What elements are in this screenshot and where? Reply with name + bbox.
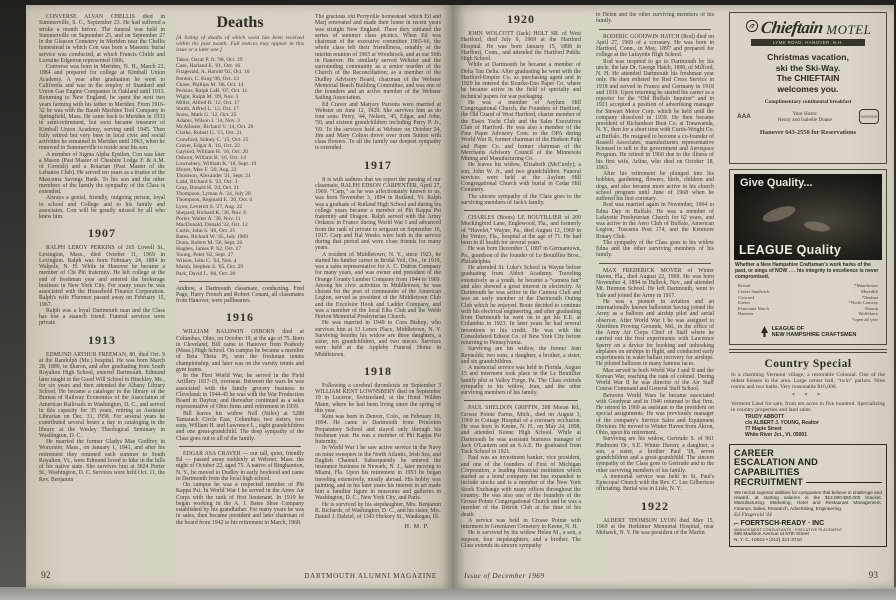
league-town: Wolfeboro xyxy=(858,311,878,317)
death-entry: Park, David L. '66, Oct. 20 xyxy=(176,270,236,277)
ad-league-of-nh-craftsmen xyxy=(729,169,887,345)
death-entry: Marsh, Stephen S. '65, Oct. 29 xyxy=(176,264,244,271)
death-entry: Bates, Richard W. '45, July 1969 xyxy=(176,234,248,240)
firm-address-line2: N. Y. C. 10022 • (212) 421-3710 xyxy=(734,537,802,543)
page-93 xyxy=(452,5,894,589)
career-title-line-text: CAPABILITIES xyxy=(734,467,800,478)
hosts-names: Henry and Isabelle Doane xyxy=(777,116,832,123)
obituary-paragraph: He was born December 3, 1897 in Germantown, Pa., grandson of the founder of Le Boutillier Bros., Philadelphia. xyxy=(461,246,581,265)
year-header-1907: 1907 xyxy=(88,226,116,241)
divider-rule xyxy=(464,210,578,211)
death-entry: Tabor, Oscar P. Jr. '98, Oct. 29 xyxy=(176,57,243,64)
death-entry: Thompson, Reginald E. '26, Oct. 6 xyxy=(176,197,253,204)
chieftain-brand-script: Chieftain xyxy=(759,18,824,37)
career-ad-signature: Ed Fitzgerald '44 xyxy=(734,512,772,519)
issue-footer: Issue of December 1969 xyxy=(464,571,545,580)
league-headline: LEAGUE Quality xyxy=(739,243,842,257)
obituary-paragraph: Kent was born in Denver, Colo., on February 19, 1894. He came to Dartmouth from Princeton Preparatory School and stayed only through his freshman year. He was a member of Phi Kappa Psi fraternity. xyxy=(315,414,441,445)
obituary-paragraph: A memorial service was held in Florida, August 15 and interment took place in the Le Boutillier family plot at Valley Forge, Pa. The Class extends sympathy to his widow, Jean, and the other surviving members of his family. xyxy=(461,365,581,396)
league-org-line1: LEAGUE OF xyxy=(771,325,805,332)
firm-logo-icon: ⌐ xyxy=(734,519,739,529)
league-town: Concord xyxy=(738,294,754,300)
obituary-le-boutillier xyxy=(461,215,581,396)
superior-motel-badge-icon: SUPERIOR xyxy=(859,109,879,124)
career-title-last-row xyxy=(734,478,882,488)
firm-address xyxy=(734,532,882,543)
death-entry: Lyon, Leverett S. '27, Aug. 22 xyxy=(176,203,243,210)
chieftain-headline xyxy=(735,52,881,94)
obituary-paragraph: MAX FREDERICK MOYER of Winter Haven, Fla., died August 22, 1969. He was born November 4, 1894 in Halleck, Nev., and attended Mt. Hermon School. He left Dartmouth, went to Yale and joined the Army in 1917. xyxy=(596,267,714,299)
obituary-hatch xyxy=(596,34,714,259)
death-entry: Benton, C. King '06, Oct. 13 xyxy=(176,75,239,82)
death-entry: Thomson, Alexander '21, Sept. 21 xyxy=(176,173,251,180)
death-entry: Thompson, Lyman A. '24, July 20 xyxy=(176,191,251,198)
obituary-paragraph: Converse was born in Meriden, N. H., March 22, 1884 and prepared for college at Kimball Union Academy. A year after graduation he went to California and was in the employ of Standard and Union Gas Engine Companies in Oakland until 1913. Returning to New England, he spent the next two years farming with his father in Meriden. From 1916-32 he was with the Baush Machine Tool Company in Springfield, Mass. He came back to Meriden in 1933 in semi-retirement, but soon became treasurer of Kimball Union Academy, serving until 1945. Then fully retired but very busy in local civic and social activities he remained in Meriden until 1963, when he removed to Summerville to reside near his son. xyxy=(39,64,165,152)
league-org-name xyxy=(772,326,857,338)
career-title-last: RECRUITMENT xyxy=(734,477,804,488)
chieftain-headline-line: welcomes you. xyxy=(777,83,839,94)
career-title-line-text: ESCALATION AND xyxy=(734,457,818,468)
league-town: Bristol xyxy=(738,283,751,289)
divider-rule xyxy=(179,281,301,282)
death-entry: Perkins, Ralph LaR. '07, Oct. 11 xyxy=(176,87,248,94)
obituary-paragraph: Between World Wars he became associated with Goodyear and in 1946 returned to that firm. He retired in 1960 as assistant to the president on special assignments. He was previously manager of the company's Service Sales and Equipment Division. He moved to Winter Haven from Akron, Ohio, upon his retirement. xyxy=(596,392,714,436)
chieftain-breakfast-note: Complimentary continental breakfast xyxy=(764,99,852,106)
obituary-griffin-continued: to Helen and the other surviving members of his family. xyxy=(596,12,714,25)
league-town: *Manchester xyxy=(854,283,878,289)
obituary-paragraph: A member of Sigma Alpha Epsilon, Con was later a Mason (Past Master of Cheshire Lodge F. & A.M. of Cornish) and a Rotarian (Past Master of the Lebanon Club). He served ten years as a trustee of the Mascoma Savings Bank. To his son and the other members of the family the sympathy of the Class is extended. xyxy=(39,151,165,195)
obituary-paragraph: Max served in both World War I and II and the Korean War, reaching the rank of colonel. During World War II he was director of the Air Staff Course Command and General Staff School. xyxy=(596,367,714,393)
death-entry: Moyer, Max F. '20, Aug. 22 xyxy=(176,166,237,173)
obituary-paragraph: Always a genial, friendly, outgoing person, loyal to school and College and to his family and associates, Con will be greatly missed by all who knew him. xyxy=(39,195,165,220)
league-towns xyxy=(734,282,882,322)
chieftain-hosts-row xyxy=(735,109,881,124)
league-town: Franconia Notch xyxy=(738,305,769,311)
obituary-chellis xyxy=(39,14,165,220)
league-town: Center Sandwich xyxy=(738,288,770,294)
obituary-paragraph: Surviving are his widow, Gertrude S. of 961 Piedmont Dr., S.E. Winter Haven; a daughter, a son, a sister, a brother Paul '18, seven grandchildren and a great-grandchild. The sincere sympathy of the Class goes to Gertrude and to the other surviving members of his family. xyxy=(596,436,714,474)
title-rule xyxy=(806,482,882,483)
death-entry: Case, Harland E. '01, Oct. 16 xyxy=(176,63,241,70)
ad-career-recruitment xyxy=(729,444,887,548)
contact-city: White River Jct., Vt. 05001 xyxy=(745,431,807,438)
left-column-2 xyxy=(176,14,304,565)
chieftain-headline-line: ski the Ski-Way. xyxy=(775,62,841,73)
obituary-paragraph: He was a pioneer in aviation and an internationally known balloonist having joined the Army as a balloon and airship pilot and aerial observer. After World War I he was assigned to Aberdeen Proving Grounds, Md., in the office of the Army Air Corps Chief of Staff where he carried out the first experiments with Lawrence Sperry on a device for hooking and unhooking airplanes on airships in flight, and conducted early experiments in water ballast recovery for airships. He piloted balloons in many famous races. xyxy=(596,298,714,368)
chieftain-head-icon xyxy=(745,19,759,38)
death-entry: Wilson, John C. '64, Nov. 4 xyxy=(176,258,237,265)
divider-rule xyxy=(464,400,578,401)
obituary-paragraph: The sincere sympathy of the Class goes to the surviving members of Jack's family. xyxy=(461,193,581,206)
chieftain-logo-row xyxy=(735,18,881,38)
career-ad-title xyxy=(734,449,882,488)
obituary-moyer xyxy=(596,268,714,493)
contact-street: 77 Maple Street xyxy=(745,425,782,432)
year-header-1918: 1918 xyxy=(364,363,392,378)
double-rule xyxy=(729,349,887,353)
obituary-paragraph: He is survived by his widow Helen M., a son, a stepson, four stepdaughters, and a brother. The Class extends its sincere sympathy xyxy=(461,530,581,549)
aaa-emblem: AAA xyxy=(737,113,751,121)
author-initials: H. M. P. xyxy=(404,523,429,531)
year-header-1920: 1920 xyxy=(507,12,535,26)
league-towns-right xyxy=(849,283,878,322)
year-header-1913: 1913 xyxy=(88,332,116,347)
death-entry: Gray, Donald H. '24, Oct. 21 xyxy=(176,185,240,192)
obituary-paragraph: He leaves his widow, Elizabeth (McCurdy); a son, John W. Jr., and two grandchildren. Funeral services were held at the Asylum Hill Congregational Church with burial in Cedar Hill Cemetery. xyxy=(461,162,581,194)
death-entry: Chase, Phillips M. '06, Oct. 14 xyxy=(176,81,244,88)
death-entry: Craver, Edgar A. '16, Oct. 22 xyxy=(176,142,240,149)
obituary-paragraph: ALBERT THOMSON LYON died May 15, 1969 at the Herkimer Memorial Hospital, near Mohawk, N. Y. He was president of the Martin xyxy=(596,517,714,536)
career-title-line xyxy=(734,449,882,478)
league-logo-row xyxy=(734,326,882,338)
league-craft-photo xyxy=(734,174,882,260)
left-column-1 xyxy=(39,14,165,565)
obituary-paragraph: It is with sadness that we report the passing of our classmate, RALPH EDSON CARPENTER, April 27, 1969. “Carp,” as he was affectionately known to us, was born November 3, 1894 in Rutland, Vt. Ralph was a graduate of Rutland High School and during his college years became a member of Phi Kappa Psi fraternity and Dragon. Ralph served with the Army Ordance in France during World War I and advanced from the rank of private to sergeant on September 16, 1917. Carp and Hal Weeks were both in the service during that period and were close friends for many years. xyxy=(315,176,441,252)
obituary-paragraph: EDGAR ASA CRAVER — our tall, quiet, friendly Ed — passed away suddenly at Webster, Mass. the night of October 22, aged 75. A native of Binghamton, N. Y., he moved to Dudley in early boyhood and came to Dartmouth from the local high school. xyxy=(176,450,304,482)
death-entry: MacDonald, Donald '32, Oct. 12 xyxy=(176,221,248,228)
divider-rule xyxy=(179,446,301,447)
obituary-paragraph: Rod was married again in November, 1964 to Edna Day in Buffalo. He was a member of Lafayette Presbyterian Church for 62 years, and was active in the Aero Club of Buffalo, American Legion, Tuscania Post 174, and the Kenmore Rotary Club. xyxy=(596,202,714,240)
obituary-paragraph: Surviving are his widow, the former Jean Reynolds; two sons, a daughter, a brother, a sister, and six grandchildren. xyxy=(461,346,581,365)
realtor-contact xyxy=(731,415,885,439)
obituary-perkins xyxy=(39,245,165,326)
right-column-2 xyxy=(596,12,714,567)
year-header-1916: 1916 xyxy=(226,310,254,325)
league-tagline: Whether a New Hampshire Craftsman's work harks of the past, or sings of NOW . . . his integrity to excellence is never compromised. xyxy=(735,262,879,280)
obituary-paragraph: Bill leaves his widow Nell (Stiles) at 5288 Tamarack Circle East, Columbus; two sisters, two sons, William H. and Lawrence L., eight grandchildren and one great-grandchild. The deep sympathy of the Class goes out to all of the family. xyxy=(176,410,304,442)
obituary-paragraph: A resident of Middletown, N. Y., since 1923, he started his lumber career in Bridal Veil, Ore., in 1919, was a sales representative for A. C. Dutton Company for many years, and was owner and president of the Orange County Lumber Company from 1944 to 1969. Among his civic activities in Middletown, he was chosen for the post of commander of the American Legion, served as president of the Middletown Club and the Excelsior Hook and Ladder Company, and was a member of the local Elks Club and the Webb Horton Memorial Presbyterian Church. xyxy=(315,251,441,320)
ad-country-special xyxy=(729,357,887,440)
contact-company: c/o ALBERT J. YOUNG, Realtor xyxy=(745,419,819,426)
contact-name: TRUDY ABBOTT xyxy=(745,414,785,421)
craftsman-hands-image xyxy=(761,203,797,225)
career-title-line-text: CAREER xyxy=(734,447,774,458)
league-town: *Nashua xyxy=(861,294,878,300)
ad-chieftain-motel xyxy=(729,12,887,164)
death-entry: McAllaster, Richard V. '14, Oct. 26 xyxy=(176,124,254,131)
league-town: *open all year xyxy=(851,316,878,322)
death-entry: Hughes, James P. '62, Oct. 17 xyxy=(176,246,242,253)
firm-address-line1: 595 Madison Avenue at 57th Street xyxy=(734,532,809,538)
death-entry: Porter, Walter A. '30, Nov. 11 xyxy=(176,215,241,222)
obituary-freeman-continued: Andrew, a Dartmouth classmate, conducting. Fred Page, Harry French and Robert Conant, all classmates from Hanover, were pallbearers. xyxy=(176,285,304,305)
craftsman-hands-image xyxy=(803,220,830,233)
death-entry: Young, Peter '62, Sept. 27 xyxy=(176,252,234,259)
obituary-craver-continued-2: Ed Craver and Marjory Parsons were married at Webster on June 12, 1920. She survives him as do four sons: Perry, '44, Nelson, '45, Edgar, and John, '50, and sixteen grandchildren including Perry P. Jr., '69. To the services held at Webster on October 24, Jim and Mary Colton drove over from Sutton with class flowers. To all the family our deepest sympathy is extended. xyxy=(315,101,441,152)
obituary-paragraph: After his retirement he plunged into his hobbies, gardening, flowers, birds, children and dogs, and also became more active in his church school program until June of 1968 when he suffered his first coronary. xyxy=(596,171,714,202)
obituary-griffin xyxy=(461,405,581,549)
deaths-section-title: Deaths xyxy=(216,14,264,31)
obituary-freeman xyxy=(39,352,165,483)
stars-divider: * * * xyxy=(792,392,824,399)
obituary-paragraph: Rod was inspired to go to Dartmouth by his uncle, the late Dr. George Hatch, 1890, of Milford, N. H. He attended Dartmouth his freshman year only. He then enlisted for Red Cross Service in 1918 and served in France and Germany in 1918 and 1919. Upon returning he started his career as a reporter for the “Old Buffalo Inquirer” and in 1921 accepted a position of advertising manager for Stewart Motor Corp. which he held until the company dissolved in 1939. He then became president of Richardson Boat Co. at Tonawanda, N. Y., then for a short time with Curtis-Wright Co. at Buffalo. He resigned to become a co-founder of Russell Associates, manufacturers representative licensed to sell to the government and Aerospace Program. He retired in 1960 due to the illness of his first wife, Arline, who died on October 18, 1963. xyxy=(596,58,714,171)
death-entry: Wight, Ralph M. '09, Nov. 3 xyxy=(176,93,239,100)
advertisement-column xyxy=(729,12,887,567)
chieftain-phone: Hanover 643-2550 for Reservations xyxy=(759,129,857,137)
obituary-paragraph: In the First World War, he served in the Field Artillery 1917-19, overseas. Between the wars he was associated with the family grocery business in Cleveland; in 1944-45 he was with the War Production Board in Dayton; and thereafter continued as a sales representative of Ohio firms until retirement in 1959. xyxy=(176,373,304,411)
deaths-list xyxy=(176,57,304,276)
country-special-text: In a charming Vermont village; a restorable Colonial. One of the oldest houses in the area. Large center hall, “twin” parlors. Nine rooms and two baths. Very reasonable $16,000. xyxy=(731,372,885,391)
league-town: Exeter xyxy=(738,300,750,306)
death-entry: Shepard, Richard K. '28, Nov. 6 xyxy=(176,209,247,216)
country-special-title: Country Special xyxy=(764,358,852,370)
death-entry: Snow, Mark G. '12, Oct. 25 xyxy=(176,112,237,119)
obituary-paragraph: Paul was an investment banker, vice president, and one of the founders of First of Michigan Corporation, a leading financial institution which started as a bond company but has expanded to include stocks and is a member of the New York Stock Exchange with many offices throughout the country. He was also one of the founders of the Grosse Pointe Congregational Church and he was a member of the Detroit Club at the time of his death. xyxy=(461,455,581,518)
obituary-paragraph: EDMUND ARTHUR FREEMAN, 80, died Oct. 9 at the Randolph (Me.) hospital. He was born March 28, 1889, in Sharon, and after graduating from South Royalton High School, entered Dartmouth. Edmund later taught in the Good Will School in Hinckley, Me., for six years and then attended the Albany Library School. He became a cataloger in the library of the Bureau of Railway Economics of the Association of American Railroads in Washington, D. C., and served in this capacity for 35 years, retiring as Assistant Librarian on Dec. 31, 1958. For several years he contributed several hours a day to cataloging in the library at the Wesley Theological Seminary in Washington, D. C. xyxy=(39,351,165,439)
magazine-footer: DARTMOUTH ALUMNI MAGAZINE xyxy=(304,572,437,580)
chieftain-hosts xyxy=(778,111,832,123)
page-number-92: 92 xyxy=(41,571,51,581)
death-entry: Ladd, Richard S. '22, Oct. 3 xyxy=(176,179,238,186)
obituary-holt xyxy=(461,31,581,206)
hosts-label: Your Hosts: xyxy=(792,110,818,117)
league-towns-left xyxy=(738,283,770,322)
right-column-1 xyxy=(461,12,581,567)
death-entry: Adams, Wilson I. '14, Nov. 3 xyxy=(176,118,240,125)
obituary-paragraph: WILLIAM BALDWIN OSBORN died at Columbus, Ohio, on October 19, at the age of 75. Born in Cleveland, Bill came to Hanover from Peabody (Mass.) High School. On campus he became a member of Beta Theta Pi, won the freshman tennis championship, and later was on the varsity tennis and gym teams. xyxy=(176,329,304,373)
obituary-paragraph: While at Dartmouth he became a member of Delta Tau Delta. After graduating he went with the Hartford-Empire Co. as purchasing agent and in 1929 he entered the Rourke-Eno Paper Co. where he became active in the field of specialty and technical papers for war packaging. xyxy=(461,62,581,100)
firm-name-row xyxy=(734,519,882,528)
obituary-paragraph: RALPH LEROY PERKINS of 265 Lowell St., Lexington, Mass., died October 11, 1969 in Lexington. Ralph was born February 24, 1884 in Walpole, N. H. While in Hanover he became a member of Chi Phi fraternity. He left college at the end of freshman year and entered the brokerage business in New York City. For many years he was associated with the Household Finance Corporation. Ralph's wife Florence passed away on February 15, 1967. xyxy=(39,245,165,308)
obituary-carpenter xyxy=(315,177,441,358)
deaths-note: [A listing of deaths of which word has been received within the past month. Full notices may appear in this issue or a later one.] xyxy=(176,35,304,54)
league-town: Hanover xyxy=(738,311,754,317)
death-entry: Osborn, William B. '16, Oct. 14 xyxy=(176,154,246,161)
page-number-93: 93 xyxy=(868,571,878,581)
obituary-paragraph: On campus he was a respected member of Phi Kappa Psi. In World War I he served in the Army Air Corps with the rank of first lieutenant. In 1919 he began working in the A. J. Bates Shoe Company established by his grandfather. For many years he was in sales, then became president and later chairman of the board from 1942 to his retirement in March, 1968. xyxy=(176,482,304,526)
obituary-lyon xyxy=(596,518,714,537)
obituary-paragraph: He married the former Gladys Mae Godfrey in Worcester, Mass., on January 1, 1941, and after his retirement they returned each summer to South Royalton, Vt., were Edmund loved to hike in the hills of his native state. She survives him at 3024 Porter St., Washington, D. C. Services were held Oct. 11, the Rev. Benjamin xyxy=(39,439,165,483)
obituary-lownsbery xyxy=(315,383,441,521)
pine-tree-icon xyxy=(760,326,769,338)
obituary-paragraph: Ralph was a loyal Dartmouth man and the Class has lost a staunch friend. Funeral services were private. xyxy=(39,307,165,327)
left-column-3 xyxy=(315,14,441,565)
obituary-craver-continued: The gracious old Perryville homestead which Ed and Marj renovated and made their home in recent years was straight New England. There they initiated the series of summer class picnics. When Ed was chairman of the executive committee 1965-66, the whole class felt their friendliness, notably at the interim reunion of 1965 at Woodstock, and at our 50th in Hanover. He similarly served Webster and the surrounding community as a senior warden of the Church of the Reconciliation; as a member of the Dudley Advisory Board, chairman of the Webster Memorial Beach Building Committee, and was one of the founders and an active member of the Webster Sailing Association. xyxy=(315,14,441,102)
chieftain-headline-line: Christmas vacation, xyxy=(767,52,849,62)
obituary-paragraph: He was married in 1949 to Cora Bishop, who survives him at 13 Lenox Place, Middletown, N. Y. Surviving besides his widow are three daughters, a sister, ten grandchildren, and two nieces. Services were held at the Appleby Funeral Home in Middletown. xyxy=(315,320,441,358)
obituary-paragraph: A memorial service was held in St. Paul's Episcopal Church with the Rev. C. Lee Gilbertson officiating. Burial was in Lisle, N. Y. xyxy=(596,473,714,493)
magazine-spread xyxy=(26,5,894,589)
year-header-1922: 1922 xyxy=(641,498,669,513)
league-org-line2: NEW HAMPSHIRE CRAFTSMEN xyxy=(771,331,857,338)
obituary-paragraph: In World War I he saw active service in the Navy on mine sweepers in the North Atlantic, Irish Sea, and English Channel. Subsequently he entered the insurance business in Newark, N. J., later moving to Miami, Fla. Upon his retirement in 1953 he began traveling extensively, mostly abroad. His hobby was painting, and in his later years his interest in art made him a familiar figure in museums and galleries in Washington, D. C., New York City, and Paris. xyxy=(315,445,441,502)
obituary-paragraph: RODERIC GOODWIN HATCH (Rod) died on April 27, 1969 of a coronary. He was born in Hartford, Conn., in May, 1897 and prepared for college at the Lafayette High School. xyxy=(596,33,714,59)
league-town: Meredith xyxy=(861,288,878,294)
obituary-paragraph: CONVERSE ALVAN CHELLIS died in Summerville, S. C., September 23. He had suffered a stroke a month before. The funeral was held in Summerville on September 25, and on September 27 in the Gleason Cemetery in Meriden near the Chellis homestead in which Con was born a Masonic burial service was conducted, at which Francis Childs and Lorraine Edgerton represented 1906. xyxy=(39,14,165,64)
death-entry: Lownsbery, William K. '18, Sept. 19 xyxy=(176,160,257,167)
chieftain-address: LYME ROAD, HANOVER, N.H. xyxy=(751,39,865,46)
obituary-paragraph: He attended St. Luke's School in Wayne before graduating from Abbot Academy. Traveling extensively as a youth, he became a “camera fan” and also showed a great interest in electricity. At Dartmouth he was active in the Camera Club and was an early member of the Dartmouth Outing Club which he enjoyed. Boots decided to continue with his electrical engineering, and after graduating from Dartmouth he went on to get his E.E. at Columbia in 1923. In later years he had several inventions to his credit. He was with the Consolidated Edison Co. of New York City before returning to Pennsylvania. xyxy=(461,265,581,346)
obituary-paragraph: He is survived by his stepdaughter, Mrs. Benjamin R. Richards, of Washington, D. C., and his sister, Mrs. Daniel J. Dalziel, of 1343 Hickory St., Waukegan, Ill. xyxy=(315,501,441,520)
obituary-paragraph: CHARLES (Boots) LE BOUTILLIER of 200 Mockingbird Lane, Englewood, Fla., and formerly of “Havelet,” Wayne, Pa., died August 12, 1969 in the Venice, Fla., hospital at the age of 71. He had been in ill health for several years. xyxy=(461,215,581,246)
death-entry: Smith, Alfred L. '12, Oct. 17 xyxy=(176,106,239,113)
obituary-paragraph: The sympathy of the Class goes to his widow Edna and the other surviving members of his family. xyxy=(596,239,714,259)
obituary-craver xyxy=(176,451,304,526)
chieftain-headline-line: The CHIEFTAIN xyxy=(776,73,840,84)
page-92 xyxy=(26,5,452,589)
death-entry: Crawford, Sidney C. '15, Oct. 25 xyxy=(176,136,249,143)
obituary-paragraph: He was a member of Asylum Hill Congregational Church, the Founders of Hartford, the Old Guard of West Hartford, charter member of the Essex Yacht Club and the Sales Executives Club of Hartford. He was also a member of the Fine Paper Advisory Com. to the OPA during World War II, former chairman of the Hudson Pulp and Paper Co. and former chairman of the Merchants Advisory Council of the Minnesota Mining and Manufacturing Co. xyxy=(461,99,581,162)
death-entry: Clarke, Robert G. '15, Oct. 21 xyxy=(176,130,242,137)
league-town: *North Conway xyxy=(848,300,878,306)
league-town: Sharon xyxy=(864,305,878,311)
obituary-paragraph: A service was held in Grosse Pointe with interment in Greenlawn Cemetery in Keene, N. H. xyxy=(461,517,581,530)
obituary-paragraph: Following a cerebral thrombosis on September 3 WILLIAM KENT LOWNSBERY died on September 19 in Lucerne, Switzerland, at the Hotel Wilden Mann, where he had been living since the spring of this year. xyxy=(315,382,441,414)
death-entry: Fitzgerald, A. Harold '02, Oct. 10 xyxy=(176,69,250,76)
death-entry: Gaylord, William H. '16, Oct. 20 xyxy=(176,148,249,155)
death-entry: Dunn, Robert M. '56, Sept. 26 xyxy=(176,240,243,247)
obituary-osborn xyxy=(176,329,304,442)
obituary-paragraph: PAUL SHELDON GRIFFIN, 208 Moran Rd., Grosse Pointe Farms, Mich., died on August 3, 1969 in Cottage Hospital of a coronary occlusion. He was born in Keene, N. H., on May 24, 1898, and attended Keene High School. While at Dartmouth he was assistant business manager of Jack O'Lantern and an S.A.E. He graduated from Tuck School in 1921. xyxy=(461,405,581,455)
country-special-text-2: Vermont Land for sale, from ten acres to five hundred. Specializing in country properties and land sales. xyxy=(731,400,885,413)
obituary-paragraph: JOHN WOLCOTT (Jack) HOLT SR. of West Hartford, died July 9, 1969 at the Hartford Hospital. He was born January 15, 1898 in Hartford, Conn., and attended the Hartford Public High School. xyxy=(461,31,581,62)
page-92-columns xyxy=(39,14,441,565)
firm-name: FOERTSCH-READY · INC xyxy=(740,520,825,528)
divider-rule xyxy=(599,29,711,30)
death-entry: Miller, Alfred R. '12, Oct. 17 xyxy=(176,99,240,106)
league-photo-caption: Give Quality... xyxy=(740,177,813,189)
death-entry: Curtis, John S. '40, Oct. 21 xyxy=(176,227,236,234)
divider-rule xyxy=(599,263,711,264)
page-93-columns xyxy=(461,12,887,567)
career-ad-body: We recruit superior abilities for companies that believe in challenge and reward, at starting salaries in the $12,000-$50,000 bracket. Manufacturing, Marketing, Hotel and Restaurant Management, Finance, Sales, Research, Advertising, Engineering. xyxy=(734,489,882,511)
year-header-1917: 1917 xyxy=(364,157,392,172)
firm-subtitle: MANAGEMENT CONSULTANTS · EXECUTIVE PLACEMENT xyxy=(734,528,843,533)
chieftain-brand-word: MOTEL xyxy=(826,22,872,37)
